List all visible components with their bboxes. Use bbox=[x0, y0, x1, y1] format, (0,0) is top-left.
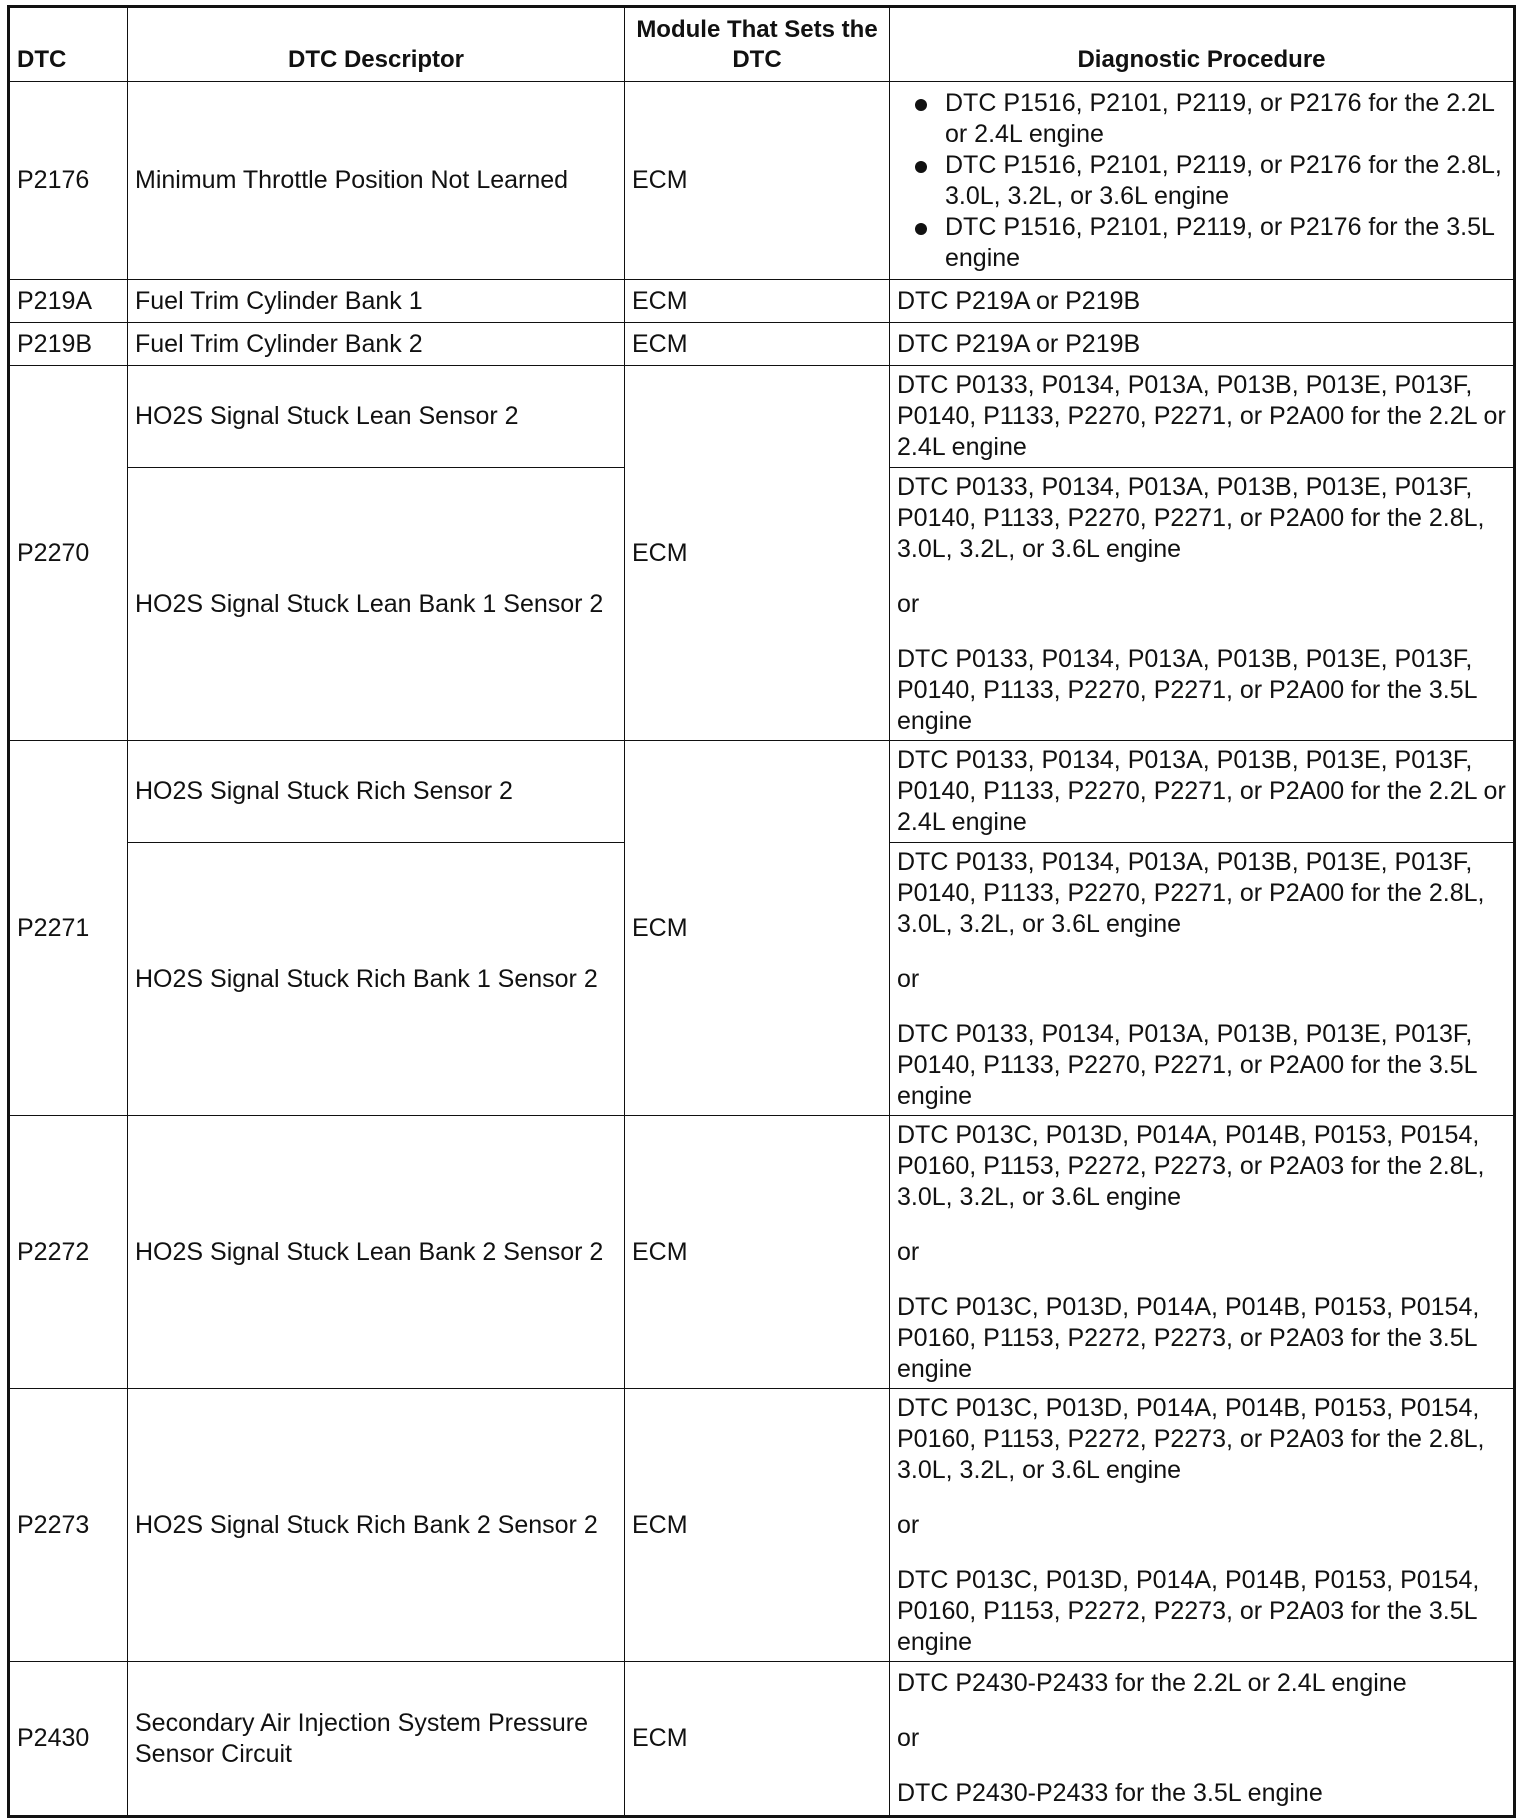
dtc-code: P219A bbox=[9, 280, 128, 323]
procedure-link[interactable]: DTC P013C, P013D, P014A, P014B, P0153, P0154, P0160, P1153, P2272, P2273, or P2A03 for the 2.8L, 3.0L, 3.2L, or 3.6L engine bbox=[897, 1120, 1485, 1211]
procedure-link[interactable]: DTC P0133, P0134, P013A, P013B, P013E, P013F, P0140, P1133, P2270, P2271, or P2A00 for the 3.5L engine bbox=[897, 1019, 1477, 1110]
dtc-descriptor: HO2S Signal Stuck Rich Sensor 2 bbox=[128, 741, 625, 843]
procedure-link[interactable]: DTC P013C, P013D, P014A, P014B, P0153, P0154, P0160, P1153, P2272, P2273, or P2A03 for the 2.8L, 3.0L, 3.2L, or 3.6L engine bbox=[897, 1393, 1485, 1484]
module: ECM bbox=[625, 82, 890, 280]
table-row bbox=[9, 82, 1515, 280]
procedure-link[interactable]: DTC P0133, P0134, P013A, P013B, P013E, P013F, P0140, P1133, P2270, P2271, or P2A00 for the 2.2L or 2.4L engine bbox=[897, 746, 1506, 836]
dtc-table-container bbox=[7, 5, 1513, 1818]
procedure-link[interactable]: DTC P0133, P0134, P013A, P013B, P013E, P013F, P0140, P1133, P2270, P2271, or P2A00 for the 2.2L or 2.4L engine bbox=[897, 371, 1506, 461]
procedure-link[interactable]: DTC P013C, P013D, P014A, P014B, P0153, P0154, P0160, P1153, P2272, P2273, or P2A03 for the 3.5L engine bbox=[897, 1292, 1480, 1383]
diagnostic-procedure bbox=[890, 468, 1515, 741]
procedure-link[interactable]: DTC P219A or P219B bbox=[897, 329, 1141, 358]
table-row bbox=[9, 323, 1515, 366]
header-row bbox=[9, 7, 1515, 82]
procedure-link[interactable]: DTC P0133, P0134, P013A, P013B, P013E, P013F, P0140, P1133, P2270, P2271, or P2A00 for the 3.5L engine bbox=[897, 644, 1477, 735]
dtc-table bbox=[7, 5, 1516, 1818]
table-row bbox=[9, 280, 1515, 323]
diagnostic-procedure bbox=[890, 366, 1515, 468]
module: ECM bbox=[625, 1662, 890, 1817]
table-row bbox=[9, 366, 1515, 468]
diagnostic-procedure bbox=[890, 1116, 1515, 1389]
procedure-or: or bbox=[897, 1724, 920, 1752]
dtc-code: P2176 bbox=[9, 82, 128, 280]
procedure-link[interactable]: DTC P2430-P2433 for the 2.2L or 2.4L engine bbox=[897, 1669, 1407, 1697]
procedure-link[interactable]: DTC P1516, P2101, P2119, or P2176 for the 2.2L or 2.4L engine bbox=[945, 88, 1506, 150]
diagnostic-procedure bbox=[890, 280, 1515, 323]
module: ECM bbox=[625, 280, 890, 323]
dtc-code: P2273 bbox=[9, 1389, 128, 1662]
procedure-link[interactable]: DTC P0133, P0134, P013A, P013B, P013E, P013F, P0140, P1133, P2270, P2271, or P2A00 for the 2.8L, 3.0L, 3.2L, or 3.6L engine bbox=[897, 847, 1485, 938]
header-module: Module That Sets the DTC bbox=[625, 7, 890, 82]
header-dtc: DTC bbox=[9, 7, 128, 82]
diagnostic-procedure bbox=[890, 323, 1515, 366]
dtc-descriptor: HO2S Signal Stuck Lean Sensor 2 bbox=[128, 366, 625, 468]
diagnostic-procedure bbox=[890, 1662, 1515, 1817]
header-descriptor: DTC Descriptor bbox=[128, 7, 625, 82]
dtc-code: P2270 bbox=[9, 366, 128, 741]
dtc-descriptor: Fuel Trim Cylinder Bank 2 bbox=[128, 323, 625, 366]
diagnostic-procedure bbox=[890, 741, 1515, 843]
procedure-or: or bbox=[897, 1237, 920, 1266]
module: ECM bbox=[625, 323, 890, 366]
procedure-list bbox=[897, 88, 1506, 274]
diagnostic-procedure bbox=[890, 82, 1515, 280]
procedure-link[interactable]: DTC P1516, P2101, P2119, or P2176 for the 2.8L, 3.0L, 3.2L, or 3.6L engine bbox=[945, 150, 1506, 212]
dtc-descriptor: Fuel Trim Cylinder Bank 1 bbox=[128, 280, 625, 323]
module: ECM bbox=[625, 366, 890, 741]
module: ECM bbox=[625, 1389, 890, 1662]
table-row bbox=[9, 741, 1515, 843]
dtc-code: P2272 bbox=[9, 1116, 128, 1389]
header-procedure: Diagnostic Procedure bbox=[890, 7, 1515, 82]
dtc-descriptor: Secondary Air Injection System Pressure Sensor Circuit bbox=[128, 1662, 625, 1817]
table-row bbox=[9, 1389, 1515, 1662]
procedure-or: or bbox=[897, 1510, 920, 1539]
table-row bbox=[9, 1662, 1515, 1817]
dtc-descriptor: HO2S Signal Stuck Lean Bank 2 Sensor 2 bbox=[128, 1116, 625, 1389]
module: ECM bbox=[625, 741, 890, 1116]
module: ECM bbox=[625, 1116, 890, 1389]
dtc-descriptor: HO2S Signal Stuck Lean Bank 1 Sensor 2 bbox=[128, 468, 625, 741]
dtc-descriptor: HO2S Signal Stuck Rich Bank 2 Sensor 2 bbox=[128, 1389, 625, 1662]
dtc-code: P2430 bbox=[9, 1662, 128, 1817]
procedure-or: or bbox=[897, 589, 920, 618]
dtc-code: P2271 bbox=[9, 741, 128, 1116]
procedure-link[interactable]: DTC P013C, P013D, P014A, P014B, P0153, P0154, P0160, P1153, P2272, P2273, or P2A03 for the 3.5L engine bbox=[897, 1565, 1480, 1656]
procedure-link[interactable]: DTC P2430-P2433 for the 3.5L engine bbox=[897, 1779, 1323, 1807]
procedure-link[interactable]: DTC P0133, P0134, P013A, P013B, P013E, P013F, P0140, P1133, P2270, P2271, or P2A00 for the 2.8L, 3.0L, 3.2L, or 3.6L engine bbox=[897, 472, 1485, 563]
dtc-descriptor: HO2S Signal Stuck Rich Bank 1 Sensor 2 bbox=[128, 843, 625, 1116]
diagnostic-procedure bbox=[890, 843, 1515, 1116]
procedure-link[interactable]: DTC P219A or P219B bbox=[897, 286, 1141, 315]
procedure-link[interactable]: DTC P1516, P2101, P2119, or P2176 for the 3.5L engine bbox=[945, 212, 1506, 274]
procedure-or: or bbox=[897, 964, 920, 993]
dtc-descriptor: Minimum Throttle Position Not Learned bbox=[128, 82, 625, 280]
dtc-code: P219B bbox=[9, 323, 128, 366]
table-row bbox=[9, 1116, 1515, 1389]
diagnostic-procedure bbox=[890, 1389, 1515, 1662]
